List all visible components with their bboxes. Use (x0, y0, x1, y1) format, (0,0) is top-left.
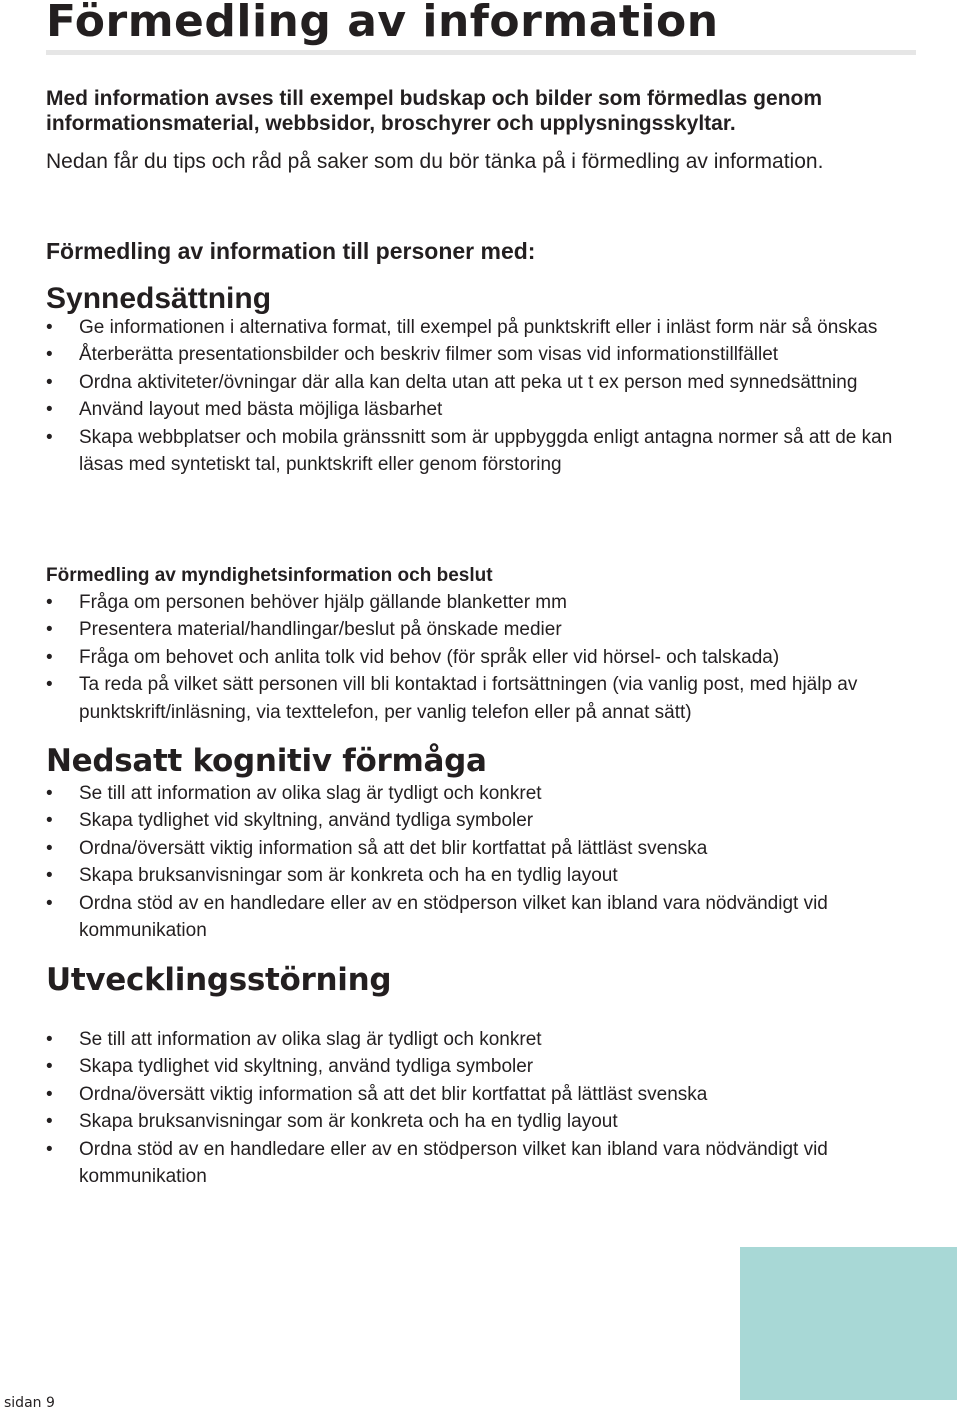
list-myndighetsinformation (46, 589, 906, 726)
list-item-text: Fråga om personen behöver hjälp gällande blanketter mm (79, 592, 567, 613)
bullet-icon: • (46, 783, 53, 804)
list-item-text: Ordna/översätt viktig information så att det blir kortfattat på lättläst svenska (79, 837, 708, 859)
list-item (46, 644, 906, 671)
list-item (46, 1081, 906, 1108)
list-item (46, 807, 906, 834)
list-item (46, 890, 906, 945)
heading-myndighetsinformation: Förmedling av myndighetsinformation och beslut (46, 565, 493, 586)
bullet-icon: • (46, 1138, 53, 1160)
list-item (46, 1053, 906, 1080)
bullet-icon: • (46, 1083, 53, 1105)
list-item-text: Fråga om behovet och anlita tolk vid behov (för språk eller vid hörsel- och talskada) (79, 646, 780, 668)
list-item-text: Ordna aktiviteter/övningar där alla kan delta utan att peka ut t ex person med synnedsättning (79, 371, 858, 393)
bullet-icon: • (46, 865, 53, 887)
list-item (46, 1026, 906, 1053)
list-item (46, 341, 906, 368)
list-item-text: Se till att information av olika slag är tydligt och konkret (79, 1029, 542, 1050)
list-item (46, 424, 906, 479)
list-synnedsattning (46, 314, 906, 478)
bullet-icon: • (46, 1056, 53, 1078)
list-item-text: Ge informationen i alternativa format, till exempel på punktskrift eller i inläst form när så önskas (79, 317, 878, 338)
list-item (46, 314, 906, 341)
list-item (46, 835, 906, 862)
list-item-text: Skapa tydlighet vid skyltning, använd tydliga symboler (79, 810, 534, 832)
list-item-text: Ordna stöd av en handledare eller av en stödperson vilket kan ibland vara nödvändigt vid kommunikation (79, 1138, 828, 1188)
list-item (46, 396, 906, 423)
list-item-text: Skapa bruksanvisningar som är konkreta och ha en tydlig layout (79, 865, 618, 887)
bullet-icon: • (46, 317, 53, 338)
bullet-icon: • (46, 619, 53, 641)
list-item-text: Använd layout med bästa möjliga läsbarhet (79, 399, 443, 421)
title-divider (46, 50, 916, 55)
decorative-color-block (740, 1247, 957, 1400)
bullet-icon: • (46, 1029, 53, 1050)
bullet-icon: • (46, 344, 53, 366)
list-item-text: Skapa webbplatser och mobila gränssnitt som är uppbyggda enligt antagna normer så att de kan läsas med syntetiskt tal, punktskrift eller genom förstoring (79, 426, 893, 476)
bullet-icon: • (46, 592, 53, 613)
list-item-text: Skapa bruksanvisningar som är konkreta och ha en tydlig layout (79, 1111, 618, 1133)
intro-paragraph: Nedan får du tips och råd på saker som du bör tänka på i förmedling av information. (46, 150, 824, 173)
list-utvecklingsstorning (46, 1026, 906, 1190)
list-item (46, 780, 906, 807)
list-item (46, 616, 906, 643)
page-title: Förmedling av information (46, 0, 719, 47)
bullet-icon: • (46, 810, 53, 832)
list-item (46, 369, 906, 396)
bullet-icon: • (46, 399, 53, 421)
bullet-icon: • (46, 674, 53, 696)
list-kognitiv-formaga (46, 780, 906, 944)
list-item-text: Ta reda på vilket sätt personen vill bli kontaktad i fortsättningen (via vanlig post, med hjälp av punktskrift/inläsning, via texttelefon, per vanlig telefon eller på annat sätt) (79, 674, 858, 723)
list-item (46, 1136, 906, 1191)
heading-kognitiv-formaga: Nedsatt kognitiv förmåga (46, 743, 487, 779)
list-item-text: Ordna/översätt viktig information så att det blir kortfattat på lättläst svenska (79, 1083, 708, 1105)
bullet-icon: • (46, 892, 53, 914)
bullet-icon: • (46, 1111, 53, 1133)
list-item-text: Ordna stöd av en handledare eller av en stödperson vilket kan ibland vara nödvändigt vid kommunikation (79, 892, 828, 942)
list-item (46, 589, 906, 616)
bullet-icon: • (46, 371, 53, 393)
bullet-icon: • (46, 426, 53, 448)
list-item-text: Presentera material/handlingar/beslut på önskade medier (79, 619, 562, 641)
bullet-icon: • (46, 837, 53, 859)
heading-utvecklingsstorning: Utvecklingsstörning (46, 962, 392, 998)
intro-bold-paragraph: Med information avses till exempel budskap och bilder som förmedlas genom informationsmaterial, webbsidor, broschyrer och upplysningsskyltar. (46, 87, 823, 135)
bullet-icon: • (46, 646, 53, 668)
heading-synnedsattning: Synnedsättning (46, 282, 272, 315)
list-item (46, 862, 906, 889)
section-heading-main: Förmedling av information till personer med: (46, 238, 536, 264)
list-item-text: Se till att information av olika slag är tydligt och konkret (79, 783, 542, 804)
list-item-text: Skapa tydlighet vid skyltning, använd tydliga symboler (79, 1056, 534, 1078)
list-item (46, 671, 906, 726)
page-number: sidan 9 (4, 1395, 55, 1411)
list-item-text: Återberätta presentationsbilder och beskriv filmer som visas vid informationstillfället (79, 344, 779, 366)
list-item (46, 1108, 906, 1135)
